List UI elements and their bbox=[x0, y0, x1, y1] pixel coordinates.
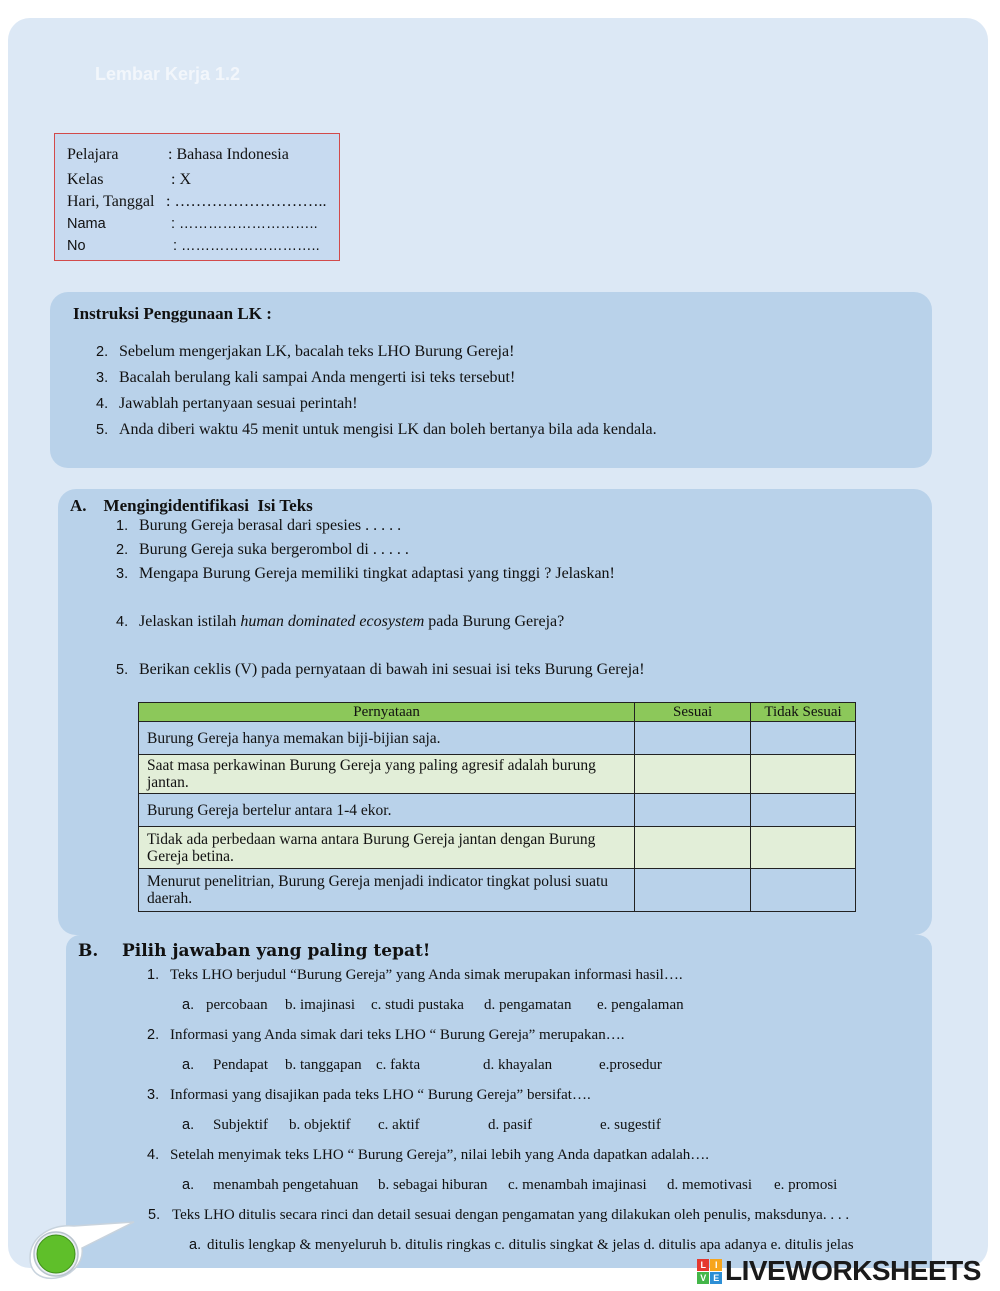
option-c[interactable]: c. studi pustaka bbox=[371, 997, 464, 1013]
item-number: 4. bbox=[96, 396, 109, 412]
question-item bbox=[147, 1147, 709, 1164]
item-number: 2. bbox=[96, 344, 109, 360]
question-text: Setelah menyimak teks LHO “ Burung Gereja”, nilai lebih yang Anda dapatkan adalah…. bbox=[170, 1147, 709, 1163]
table-row bbox=[139, 869, 856, 912]
header-statement: Pernyataan bbox=[139, 703, 635, 722]
question-term: human dominated ecosystem bbox=[240, 613, 425, 630]
info-label: Nama bbox=[67, 216, 106, 232]
item-text: Bacalah berulang kali sampai Anda mengerti isi teks tersebut! bbox=[119, 369, 516, 386]
option-e[interactable]: e. promosi bbox=[774, 1177, 838, 1193]
info-row-date bbox=[67, 193, 327, 211]
option-a[interactable]: Pendapat bbox=[213, 1057, 268, 1073]
block-letter: V bbox=[697, 1272, 709, 1284]
header-not-appropriate: Tidak Sesuai bbox=[751, 703, 856, 722]
option-letter: a. bbox=[182, 1117, 195, 1133]
check-cell-sesuai[interactable] bbox=[635, 755, 751, 794]
logo-badge-icon bbox=[22, 1218, 142, 1288]
check-cell-sesuai[interactable] bbox=[635, 827, 751, 869]
statement-cell: Burung Gereja hanya memakan biji-bijian saja. bbox=[139, 722, 635, 755]
question-item bbox=[116, 541, 409, 559]
option-e[interactable]: e.prosedur bbox=[599, 1057, 662, 1073]
statement-cell: Saat masa perkawinan Burung Gereja yang paling agresif adalah burung jantan. bbox=[139, 755, 635, 794]
question-text: Teks LHO ditulis secara rinci dan detail sesuai dengan pengamatan yang dilakukan oleh penulis, maksdunya. . . . bbox=[172, 1207, 850, 1223]
table-header-row bbox=[139, 703, 856, 722]
option-e[interactable]: e. pengalaman bbox=[597, 997, 684, 1013]
info-value: : X bbox=[171, 171, 191, 188]
question-text: pada Burung Gereja? bbox=[424, 613, 565, 630]
item-text: Sebelum mengerjakan LK, bacalah teks LHO Burung Gereja! bbox=[119, 343, 515, 360]
question-number: 5. bbox=[148, 1207, 161, 1223]
info-label: Pelajara bbox=[67, 146, 119, 163]
check-cell-sesuai[interactable] bbox=[635, 722, 751, 755]
option-e[interactable]: e. sugestif bbox=[600, 1117, 661, 1133]
question-number: 3. bbox=[116, 566, 129, 582]
header-appropriate: Sesuai bbox=[635, 703, 751, 722]
question-number: 3. bbox=[147, 1087, 160, 1103]
item-number: 3. bbox=[96, 370, 109, 386]
section-a-title: A. Mengingidentifikasi Isi Teks bbox=[70, 496, 313, 515]
check-cell-sesuai[interactable] bbox=[635, 869, 751, 912]
option-d[interactable]: d. pengamatan bbox=[484, 997, 572, 1013]
block-letter: E bbox=[710, 1272, 722, 1284]
list-item bbox=[96, 343, 514, 361]
list-item bbox=[96, 369, 515, 387]
liveworksheets-logo bbox=[697, 1256, 981, 1286]
list-item bbox=[96, 421, 657, 439]
option-b[interactable]: b. sebagai hiburan bbox=[378, 1177, 488, 1193]
question-text: Jelaskan istilah bbox=[139, 613, 241, 630]
question-item bbox=[148, 1207, 849, 1224]
info-label: Hari, Tanggal bbox=[67, 193, 155, 210]
info-value: : Bahasa Indonesia bbox=[168, 146, 289, 163]
question-text: Burung Gereja berasal dari spesies . . . . . bbox=[139, 517, 402, 534]
question-item bbox=[116, 517, 401, 535]
option-text[interactable]: ditulis lengkap & menyeluruh b. ditulis ringkas c. ditulis singkat & jelas d. ditulis apa adanya e. ditulis jelas bbox=[207, 1237, 854, 1253]
question-item bbox=[147, 1087, 591, 1104]
option-c[interactable]: c. fakta bbox=[376, 1057, 421, 1073]
table-row bbox=[139, 722, 856, 755]
check-cell-tidak-sesuai[interactable] bbox=[751, 755, 856, 794]
question-number: 4. bbox=[116, 614, 129, 630]
checklist-table bbox=[138, 702, 856, 912]
statement-cell: Menurut penelitrian, Burung Gereja menjadi indicator tingkat polusi suatu daerah. bbox=[139, 869, 635, 912]
statement-cell: Burung Gereja bertelur antara 1-4 ekor. bbox=[139, 794, 635, 827]
option-c[interactable]: c. menambah imajinasi bbox=[508, 1177, 647, 1193]
info-row-class bbox=[67, 171, 191, 189]
option-c[interactable]: c. aktif bbox=[378, 1117, 420, 1133]
question-text: Informasi yang Anda simak dari teks LHO “ Burung Gereja” merupakan…. bbox=[170, 1027, 625, 1043]
info-row-name bbox=[67, 215, 318, 233]
question-text: Berikan ceklis (V) pada pernyataan di bawah ini sesuai isi teks Burung Gereja! bbox=[139, 661, 645, 678]
option-a[interactable]: Subjektif bbox=[213, 1117, 268, 1133]
table-row bbox=[139, 827, 856, 869]
question-number: 1. bbox=[147, 967, 160, 983]
option-letter: a. bbox=[189, 1237, 202, 1253]
option-letter: a. bbox=[182, 1177, 195, 1193]
worksheet-title: Lembar Kerja 1.2 bbox=[95, 64, 241, 84]
question-item bbox=[116, 565, 615, 583]
question-text: Mengapa Burung Gereja memiliki tingkat adaptasi yang tinggi ? Jelaskan! bbox=[139, 565, 615, 582]
info-row-subject bbox=[67, 146, 289, 164]
question-item bbox=[147, 1027, 624, 1044]
question-number: 4. bbox=[147, 1147, 160, 1163]
option-letter: a. bbox=[182, 1057, 195, 1073]
question-text: Burung Gereja suka bergerombol di . . . . . bbox=[139, 541, 409, 558]
option-letter: a. bbox=[182, 997, 195, 1013]
item-text: Anda diberi waktu 45 menit untuk mengisi LK dan boleh bertanya bila ada kendala. bbox=[119, 421, 657, 438]
table-row bbox=[139, 755, 856, 794]
info-value: : ……………………….. bbox=[171, 216, 318, 232]
option-b[interactable]: b. tanggapan bbox=[285, 1057, 362, 1073]
info-value: : ……………………….. bbox=[166, 193, 327, 210]
item-text: Jawablah pertanyaan sesuai perintah! bbox=[119, 395, 358, 412]
question-item bbox=[116, 661, 645, 679]
live-blocks-icon bbox=[697, 1259, 722, 1284]
check-cell-tidak-sesuai[interactable] bbox=[751, 869, 856, 912]
question-text: Teks LHO berjudul “Burung Gereja” yang Anda simak merupakan informasi hasil…. bbox=[170, 967, 683, 983]
block-letter: I bbox=[710, 1259, 722, 1271]
question-number: 2. bbox=[147, 1027, 160, 1043]
student-info-box bbox=[54, 133, 340, 261]
check-cell-tidak-sesuai[interactable] bbox=[751, 827, 856, 869]
option-a[interactable]: menambah pengetahuan bbox=[213, 1177, 359, 1193]
question-number: 5. bbox=[116, 662, 129, 678]
block-letter: L bbox=[697, 1259, 709, 1271]
question-text: Informasi yang disajikan pada teks LHO “ Burung Gereja” bersifat…. bbox=[170, 1087, 591, 1103]
check-cell-tidak-sesuai[interactable] bbox=[751, 722, 856, 755]
statement-cell: Tidak ada perbedaan warna antara Burung Gereja jantan dengan Burung Gereja betina. bbox=[139, 827, 635, 869]
option-d[interactable]: d. pasif bbox=[488, 1117, 533, 1133]
question-item bbox=[147, 967, 683, 984]
question-number: 2. bbox=[116, 542, 129, 558]
check-cell-tidak-sesuai[interactable] bbox=[751, 794, 856, 827]
section-b-title: B. Pilih jawaban yang paling tepat! bbox=[78, 941, 431, 961]
info-value: : ……………………….. bbox=[173, 238, 320, 254]
info-label: No bbox=[67, 238, 86, 254]
option-b[interactable]: b. imajinasi bbox=[285, 997, 355, 1013]
info-row-number bbox=[67, 237, 320, 255]
info-label: Kelas bbox=[67, 171, 104, 188]
list-item bbox=[96, 395, 358, 413]
item-number: 5. bbox=[96, 422, 109, 438]
option-a[interactable]: percobaan bbox=[206, 997, 268, 1013]
option-d[interactable]: d. memotivasi bbox=[667, 1177, 752, 1193]
option-d[interactable]: d. khayalan bbox=[483, 1057, 553, 1073]
option-b[interactable]: b. objektif bbox=[289, 1117, 351, 1133]
brand-text: LIVEWORKSHEETS bbox=[725, 1255, 981, 1286]
question-number: 1. bbox=[116, 518, 129, 534]
check-cell-sesuai[interactable] bbox=[635, 794, 751, 827]
instructions-title: Instruksi Penggunaan LK : bbox=[73, 304, 272, 323]
table-row bbox=[139, 794, 856, 827]
question-item bbox=[116, 613, 564, 631]
